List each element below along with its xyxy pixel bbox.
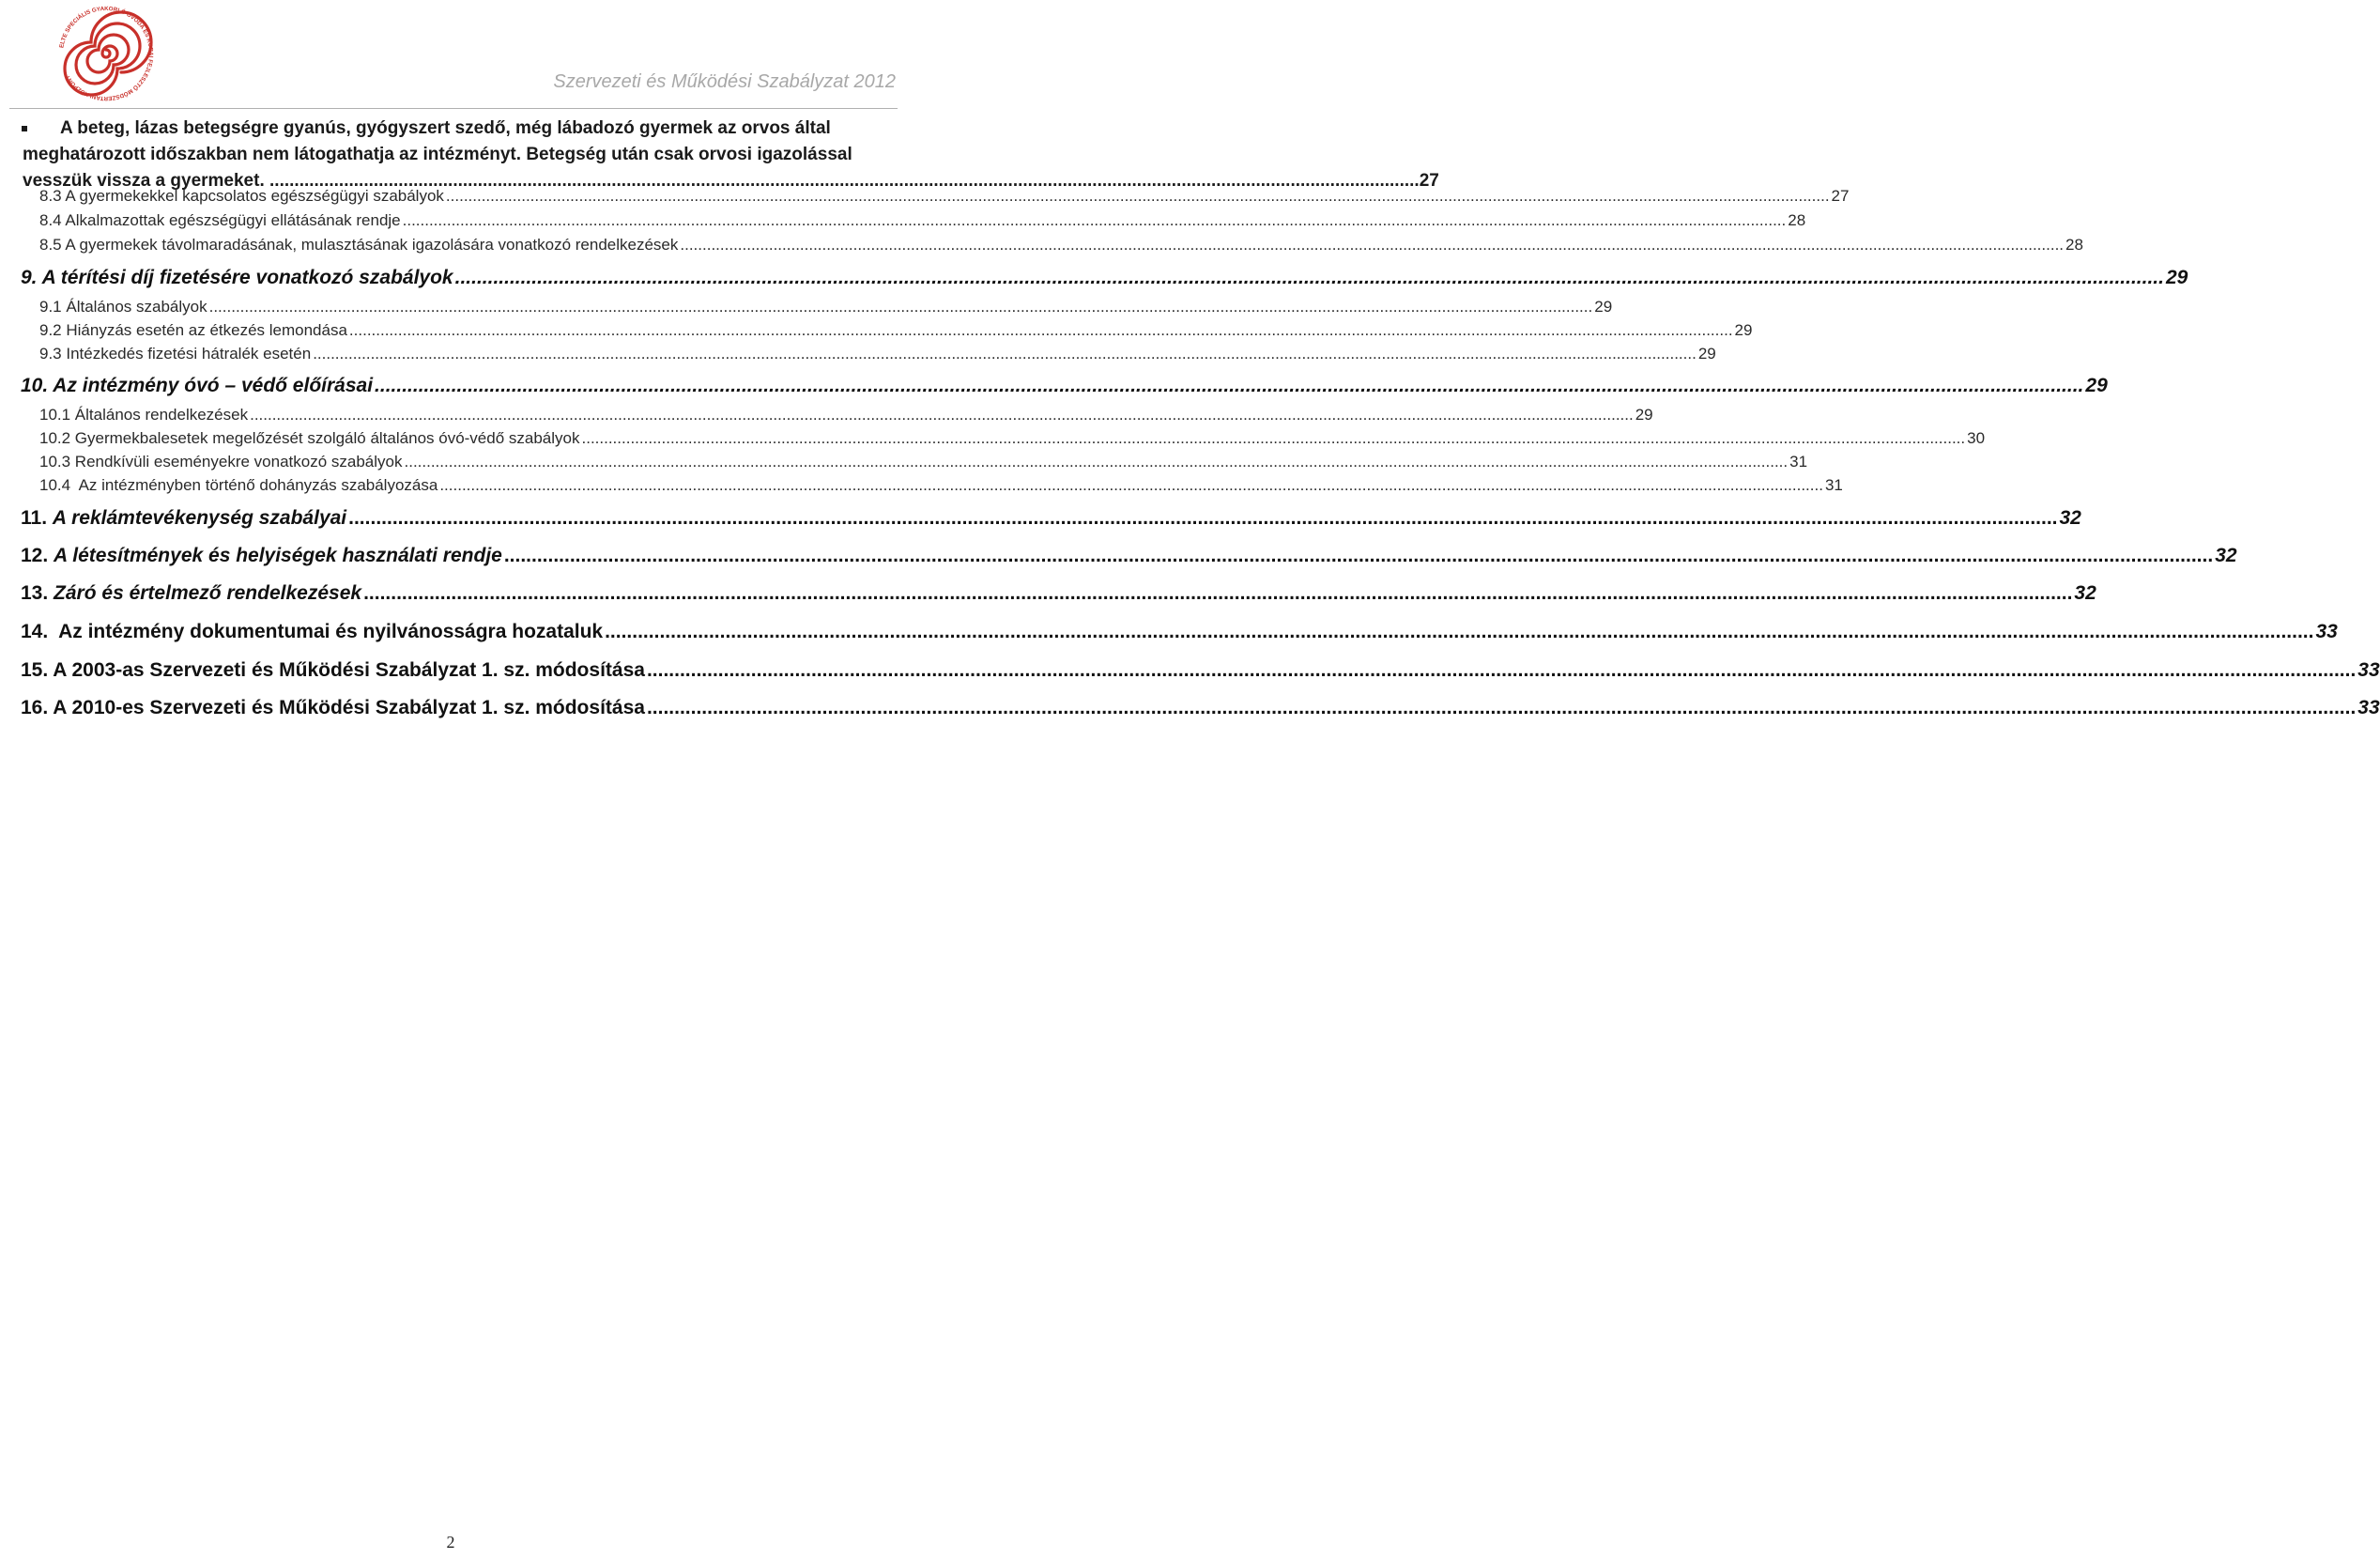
toc-entry-8-3[interactable]: [39, 187, 1850, 209]
toc-entry-label: 10.3 Rendkívüli eseményekre vonatkozó szabályok: [39, 453, 403, 471]
leader-dots: [647, 697, 2356, 719]
toc-page-number: 32: [2074, 582, 2096, 604]
toc-entry-10-3[interactable]: [39, 453, 1808, 475]
toc-page-number: 28: [2065, 236, 2083, 254]
toc-entry-9-2[interactable]: [39, 321, 1753, 344]
toc-entry-8-4[interactable]: [39, 211, 1806, 234]
toc-entry-label: [21, 582, 361, 605]
toc-page-number: 32: [2059, 507, 2081, 529]
toc-entry-number: 12.: [21, 545, 49, 566]
toc-entry-label: 8.4 Alkalmazottak egészségügyi ellátásának rendje: [39, 211, 401, 229]
toc-entry-label: [21, 659, 645, 682]
toc-page-number: 32: [2215, 545, 2237, 566]
leader-dots: [363, 582, 2072, 605]
leader-dots: [647, 659, 2356, 682]
toc-page-number: 27: [1831, 187, 1850, 205]
toc-entry-14[interactable]: [21, 621, 2338, 649]
page-number: 2: [446, 1533, 455, 1551]
toc-entry-number: 13.: [21, 582, 49, 604]
institution-logo: [54, 2, 158, 105]
toc-entry-title: Záró és értelmező rendelkezések: [54, 582, 362, 604]
toc-entry-label: 10. Az intézmény óvó – védő előírásai: [21, 375, 374, 396]
toc-entry-10-1[interactable]: [39, 406, 1653, 428]
toc-entry-10-4[interactable]: [39, 476, 1843, 499]
toc-entry-label: 9. A térítési díj fizetésére vonatkozó szabályok: [21, 267, 453, 288]
leader-dots: [349, 321, 1733, 340]
toc-page-number: 29: [2085, 375, 2108, 396]
toc-entry-9-1[interactable]: [39, 298, 1613, 320]
toc-page-number: 28: [1788, 211, 1806, 229]
toc-entry-label: 10.4 Az intézményben történő dohányzás szabályozása: [39, 476, 438, 494]
toc-entry-label: 10.2 Gyermekbalesetek megelőzését szolgáló általános óvó-védő szabályok: [39, 429, 580, 447]
toc-entry-label: [21, 621, 603, 643]
svg-text:ELTE SPECIÁLIS GYAKORLÓ ÓVODA: ELTE SPECIÁLIS GYAKORLÓ ÓVODA ÉS KORAI FEJLESZTŐ MÓDSZERTANI KÖZPONT: [58, 5, 155, 102]
toc-page-number: 29: [1594, 298, 1613, 316]
leader-dots: [375, 375, 2083, 397]
toc-entry-15[interactable]: [21, 659, 2380, 687]
toc-entry-label: 10.1 Általános rendelkezések: [39, 406, 249, 424]
toc-page-number: 29: [1734, 321, 1753, 339]
toc-entry-16[interactable]: [21, 697, 2380, 725]
leader-dots: [405, 453, 1789, 471]
bullet-line-3: vesszük vissza a gyermeket.: [23, 171, 270, 191]
toc-entry-number: 15.: [21, 659, 49, 681]
leader-dots: [313, 345, 1697, 363]
toc-page-number: 29: [2165, 267, 2188, 288]
toc-entry-12[interactable]: [21, 545, 2237, 573]
toc-entry-11[interactable]: [21, 507, 2081, 535]
toc-page-number: 30: [1967, 429, 1986, 447]
leader-dots: [605, 621, 2313, 643]
header-divider: [9, 108, 898, 109]
toc-entry-title: A létesítmények és helyiségek használati rendje: [54, 545, 502, 566]
leader-dots: [348, 507, 2057, 530]
toc-entry-10-2[interactable]: [39, 429, 1986, 452]
toc-entry-10[interactable]: [21, 375, 2108, 403]
toc-entry-label: [21, 697, 645, 719]
leader-dots: [455, 267, 2164, 289]
bullet-line-1: A beteg, lázas betegségre gyanús, gyógyszert szedő, még lábadozó gyermek az orvos által: [60, 118, 831, 138]
toc-entry-label: 9.3 Intézkedés fizetési hátralék esetén: [39, 345, 312, 363]
toc-entry-label: 8.5 A gyermekek távolmaradásának, mulasztásának igazolására vonatkozó rendelkezések: [39, 236, 679, 254]
toc-entry-number: 16.: [21, 697, 49, 718]
leader-dots: [446, 187, 1830, 206]
leader-dots: [439, 476, 1823, 495]
toc-page-number: 33: [2315, 621, 2338, 642]
document-header-title: Szervezeti és Működési Szabályzat 2012: [553, 71, 896, 92]
toc-entry-label: [21, 545, 502, 567]
toc-entry-number: 14.: [21, 621, 49, 642]
leader-dots: [403, 211, 1787, 230]
toc-entry-9-3[interactable]: [39, 345, 1716, 367]
toc-entry-9[interactable]: [21, 267, 2188, 295]
toc-entry-label: 8.3 A gyermekekkel kapcsolatos egészségügyi szabályok: [39, 187, 444, 205]
leader-dots: [582, 429, 1966, 448]
leader-dots: [209, 298, 1593, 316]
leader-dots: [504, 545, 2213, 567]
leader-dots: ........................................................................................................................................................................................................................................: [269, 171, 1420, 191]
toc-page-number: 31: [1824, 476, 1843, 494]
leader-dots: [680, 236, 2064, 255]
toc-entry-title: Az intézmény dokumentumai és nyilvánosságra hozataluk: [54, 621, 604, 642]
toc-bullet-entry[interactable]: [23, 116, 1439, 194]
toc-entry-title: A 2003-as Szervezeti és Működési Szabályzat 1. sz. módosítása: [53, 659, 645, 681]
toc-page-number: 33: [2357, 659, 2380, 681]
toc-entry-title: A 2010-es Szervezeti és Működési Szabályzat 1. sz. módosítása: [53, 697, 645, 718]
toc-entry-label: 9.1 Általános szabályok: [39, 298, 207, 316]
toc-entry-number: 11.: [21, 507, 48, 529]
toc-entry-label: [21, 507, 346, 530]
leader-dots: [250, 406, 1634, 424]
toc-entry-13[interactable]: [21, 582, 2096, 610]
toc-page-number: 31: [1789, 453, 1808, 471]
toc-entry-label: 9.2 Hiányzás esetén az étkezés lemondása: [39, 321, 347, 339]
toc-page-number: 27: [1419, 171, 1439, 191]
toc-entry-8-5[interactable]: [39, 236, 2083, 258]
toc-page-number: 33: [2357, 697, 2380, 718]
toc-entry-title: A reklámtevékenység szabályai: [52, 507, 347, 529]
bullet-line-2: meghatározott időszakban nem látogathatja az intézményt. Betegség után csak orvosi igazolással: [23, 145, 852, 164]
toc-page-number: 29: [1697, 345, 1716, 363]
toc-page-number: 29: [1635, 406, 1653, 424]
